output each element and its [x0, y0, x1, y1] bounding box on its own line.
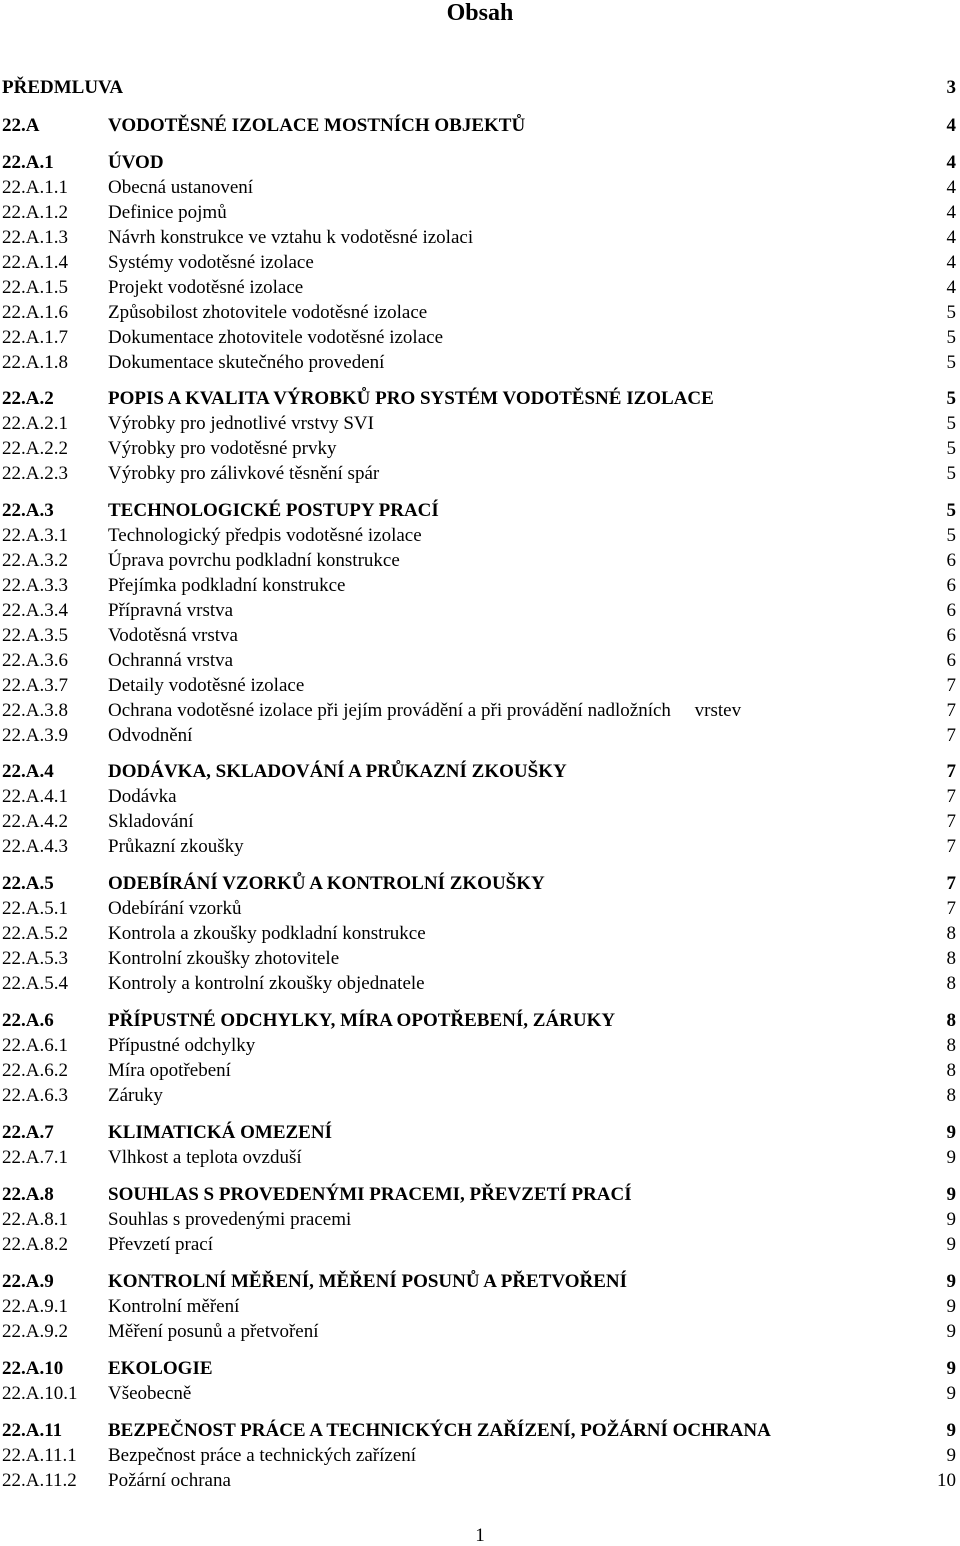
- toc-section-row[interactable]: [2, 114, 956, 138]
- toc-subsection-row[interactable]: [2, 1382, 956, 1406]
- toc-entry-number: 22.A.3.2: [2, 550, 68, 571]
- toc-subsection-row[interactable]: [2, 897, 956, 921]
- toc-entry-number: 22.A.6.1: [2, 1035, 68, 1056]
- toc-entry-number: 22.A.2.2: [2, 438, 68, 459]
- toc-subsection-row[interactable]: [2, 1146, 956, 1170]
- toc-entry-label: EKOLOGIE: [108, 1358, 213, 1379]
- toc-entry-label: SOUHLAS S PROVEDENÝMI PRACEMI, PŘEVZETÍ PRACÍ: [108, 1184, 632, 1205]
- toc-entry-number: 22.A.3.4: [2, 600, 68, 621]
- toc-subsection-row[interactable]: [2, 1034, 956, 1058]
- toc-subsection-row[interactable]: [2, 326, 956, 350]
- toc-subsection-row[interactable]: [2, 412, 956, 436]
- toc-entry-number: 22.A.6.2: [2, 1060, 68, 1081]
- toc-entry-label: Požární ochrana: [108, 1470, 231, 1491]
- toc-entry-page: 5: [946, 463, 956, 484]
- toc-entry-label: Výrobky pro zálivkové těsnění spár: [108, 463, 380, 484]
- toc-entry-number: 22.A.10: [2, 1358, 64, 1379]
- toc-subsection-row[interactable]: [2, 176, 956, 200]
- toc-entry-number: 22.A.3.3: [2, 575, 68, 596]
- toc-entry-number: 22.A.7: [2, 1122, 54, 1143]
- toc-section-row[interactable]: [2, 499, 956, 523]
- toc-entry-number: 22.A.6: [2, 1010, 54, 1031]
- toc-entry-label: Převzetí prací: [108, 1234, 213, 1255]
- toc-entry-number: 22.A.3.7: [2, 675, 68, 696]
- toc-entry-label: Míra opotřebení: [108, 1060, 231, 1081]
- toc-section-row[interactable]: [2, 1009, 956, 1033]
- toc-section-row[interactable]: [2, 151, 956, 175]
- toc-subsection-row[interactable]: [2, 351, 956, 375]
- toc-subsection-row[interactable]: [2, 649, 956, 673]
- toc-entry-number: PŘEDMLUVA: [2, 77, 124, 98]
- toc-entry-label: Systémy vodotěsné izolace: [108, 252, 314, 273]
- toc-subsection-row[interactable]: [2, 1084, 956, 1108]
- toc-entry-page: 5: [946, 327, 956, 348]
- toc-entry-label: Skladování: [108, 811, 194, 832]
- toc-entry-page: 7: [946, 761, 956, 782]
- toc-subsection-row[interactable]: [2, 599, 956, 623]
- toc-entry-page: 9: [946, 1234, 956, 1255]
- toc-entry-label: POPIS A KVALITA VÝROBKŮ PRO SYSTÉM VODOTĚSNÉ IZOLACE: [108, 388, 714, 409]
- toc-entry-number: 22.A.5.2: [2, 923, 68, 944]
- toc-entry-number: 22.A.11.2: [2, 1470, 77, 1491]
- toc-subsection-row[interactable]: [2, 947, 956, 971]
- toc-entry-label: DODÁVKA, SKLADOVÁNÍ A PRŮKAZNÍ ZKOUŠKY: [108, 761, 567, 782]
- toc-subsection-row[interactable]: [2, 549, 956, 573]
- toc-entry-label: Přejímka podkladní konstrukce: [108, 575, 346, 596]
- toc-entry-number: 22.A.1.8: [2, 352, 68, 373]
- toc-section-row[interactable]: [2, 1121, 956, 1145]
- toc-entry-page: 4: [946, 227, 956, 248]
- toc-subsection-row[interactable]: [2, 724, 956, 748]
- toc-entry-page: 5: [946, 525, 956, 546]
- toc-entry-label: Definice pojmů: [108, 202, 227, 223]
- toc-entry-number: 22.A.4.1: [2, 786, 68, 807]
- toc-subsection-row[interactable]: [2, 624, 956, 648]
- toc-entry-number: 22.A.3: [2, 500, 54, 521]
- toc-entry-number: 22.A.1.5: [2, 277, 68, 298]
- toc-subsection-row[interactable]: [2, 972, 956, 996]
- toc-entry-label: Ochrana vodotěsné izolace při jejím provádění a při provádění nadložních vrstev: [108, 700, 742, 721]
- toc-entry-number: 22.A.4.3: [2, 836, 68, 857]
- toc-subsection-row[interactable]: [2, 1233, 956, 1257]
- toc-entry-page: 4: [946, 202, 956, 223]
- toc-entry-label: TECHNOLOGICKÉ POSTUPY PRACÍ: [108, 500, 439, 521]
- toc-entry-page: 4: [946, 115, 956, 136]
- toc-entry-label: Odvodnění: [108, 725, 193, 746]
- toc-entry-page: 4: [946, 152, 956, 173]
- toc-entry-label: Návrh konstrukce ve vztahu k vodotěsné izolaci: [108, 227, 474, 248]
- toc-entry-label: Průkazní zkoušky: [108, 836, 244, 857]
- toc-subsection-row[interactable]: [2, 301, 956, 325]
- toc-entry-page: 6: [946, 625, 956, 646]
- toc-entry-label: Kontrolní měření: [108, 1296, 240, 1317]
- toc-section-row[interactable]: [2, 1270, 956, 1294]
- toc-entry-label: Přípustné odchylky: [108, 1035, 256, 1056]
- toc-entry-page: 7: [946, 725, 956, 746]
- toc-entry-label: ÚVOD: [108, 152, 164, 173]
- toc-entry-page: 9: [946, 1271, 956, 1292]
- toc-entry-number: 22.A.3.6: [2, 650, 68, 671]
- toc-subsection-row[interactable]: [2, 1320, 956, 1344]
- toc-entry-number: 22.A.1.2: [2, 202, 68, 223]
- toc-entry-page: 5: [946, 438, 956, 459]
- toc-entry-label: Vlhkost a teplota ovzduší: [108, 1147, 302, 1168]
- toc-entry-page: 7: [946, 811, 956, 832]
- toc-entry-page: 5: [946, 388, 956, 409]
- toc-entry-label: Výrobky pro jednotlivé vrstvy SVI: [108, 413, 374, 434]
- toc-subsection-row[interactable]: [2, 835, 956, 859]
- toc-entry-number: 22.A.7.1: [2, 1147, 68, 1168]
- toc-entry-number: 22.A.8.1: [2, 1209, 68, 1230]
- toc-entry-page: 8: [946, 923, 956, 944]
- toc-entry-page: 7: [946, 898, 956, 919]
- toc-entry-label: Technologický předpis vodotěsné izolace: [108, 525, 422, 546]
- toc-entry-label: Bezpečnost práce a technických zařízení: [108, 1445, 417, 1466]
- toc-entry-label: KONTROLNÍ MĚŘENÍ, MĚŘENÍ POSUNŮ A PŘETVOŘENÍ: [108, 1271, 628, 1292]
- toc-entry-page: 8: [946, 1085, 956, 1106]
- toc-entry-label: Projekt vodotěsné izolace: [108, 277, 304, 298]
- toc-entry-label: Kontrolní zkoušky zhotovitele: [108, 948, 340, 969]
- toc-entry-number: 22.A.4.2: [2, 811, 68, 832]
- toc-entry-number: 22.A.9.2: [2, 1321, 68, 1342]
- toc-subsection-row[interactable]: [2, 922, 956, 946]
- toc-entry-page: 9: [946, 1383, 956, 1404]
- toc-subsection-row[interactable]: [2, 574, 956, 598]
- toc-subsection-row[interactable]: [2, 1059, 956, 1083]
- toc-entry-number: 22.A.9: [2, 1271, 54, 1292]
- toc-entry-number: 22.A.5.3: [2, 948, 68, 969]
- toc-entry-number: 22.A.3.1: [2, 525, 68, 546]
- toc-entry-label: Všeobecně: [108, 1383, 192, 1404]
- toc-entry-page: 9: [946, 1122, 956, 1143]
- page-title: Obsah: [446, 0, 514, 26]
- toc-entry-page: 8: [946, 973, 956, 994]
- toc-entry-page: 6: [946, 600, 956, 621]
- toc-entry-page: 7: [946, 836, 956, 857]
- toc-entry-page: 9: [946, 1358, 956, 1379]
- toc-subsection-row[interactable]: [2, 674, 956, 698]
- toc-subsection-row[interactable]: [2, 524, 956, 548]
- toc-entry-number: 22.A.1: [2, 152, 54, 173]
- toc-subsection-row[interactable]: [2, 785, 956, 809]
- toc-entry-page: 9: [946, 1420, 956, 1441]
- toc-entry-label: Obecná ustanovení: [108, 177, 254, 198]
- toc-entry-page: 10: [937, 1470, 956, 1491]
- toc-subsection-row[interactable]: [2, 1469, 956, 1493]
- toc-entry-number: 22.A.8: [2, 1184, 54, 1205]
- toc-entry-number: 22.A.2: [2, 388, 54, 409]
- toc-entry-number: 22.A.2.3: [2, 463, 68, 484]
- toc-subsection-row[interactable]: [2, 437, 956, 461]
- toc-entry-number: 22.A.4: [2, 761, 54, 782]
- toc-entry-label: Odebírání vzorků: [108, 898, 242, 919]
- toc-entry-page: 6: [946, 550, 956, 571]
- toc-subsection-row[interactable]: [2, 1208, 956, 1232]
- toc-entry-label: Záruky: [108, 1085, 163, 1106]
- toc-entry-number: 22.A.9.1: [2, 1296, 68, 1317]
- toc-entry-page: 9: [946, 1296, 956, 1317]
- toc-entry-number: 22.A.1.4: [2, 252, 68, 273]
- toc-entry-number: 22.A.3.9: [2, 725, 68, 746]
- toc-entry-label: Způsobilost zhotovitele vodotěsné izolace: [108, 302, 428, 323]
- toc-section-row[interactable]: [2, 1419, 956, 1443]
- toc-entry-number: 22.A.6.3: [2, 1085, 68, 1106]
- toc-entry-number: 22.A.1.1: [2, 177, 68, 198]
- toc-subsection-row[interactable]: [2, 276, 956, 300]
- toc-entry-page: 4: [946, 252, 956, 273]
- toc-entry-label: Ochranná vrstva: [108, 650, 234, 671]
- toc-entry-page: 9: [946, 1209, 956, 1230]
- toc-entry-page: 4: [946, 177, 956, 198]
- toc-subsection-row[interactable]: [2, 251, 956, 275]
- toc-entry-number: 22.A.5.1: [2, 898, 68, 919]
- toc-entry-label: VODOTĚSNÉ IZOLACE MOSTNÍCH OBJEKTŮ: [108, 115, 526, 136]
- toc-entry-label: Výrobky pro vodotěsné prvky: [108, 438, 337, 459]
- toc-entry-label: Přípravná vrstva: [108, 600, 234, 621]
- toc-entry-page: 9: [946, 1321, 956, 1342]
- toc-entry-page: 9: [946, 1184, 956, 1205]
- toc-entry-page: 3: [946, 77, 956, 98]
- toc-entry-label: Dokumentace zhotovitele vodotěsné izolace: [108, 327, 444, 348]
- toc-subsection-row[interactable]: [2, 699, 956, 723]
- toc-subsection-row[interactable]: [2, 1295, 956, 1319]
- toc-entry-number: 22.A.8.2: [2, 1234, 68, 1255]
- toc-subsection-row[interactable]: [2, 462, 956, 486]
- toc-entry-label: Vodotěsná vrstva: [108, 625, 238, 646]
- toc-entry-page: 7: [946, 675, 956, 696]
- toc-entry-page: 4: [946, 277, 956, 298]
- toc-entry-page: 5: [946, 500, 956, 521]
- toc-entry-page: 8: [946, 1060, 956, 1081]
- toc-entry-label: Detaily vodotěsné izolace: [108, 675, 305, 696]
- toc-entry-page: 8: [946, 948, 956, 969]
- toc-subsection-row[interactable]: [2, 810, 956, 834]
- toc-entry-number: 22.A.1.6: [2, 302, 68, 323]
- toc-entry-number: 22.A.11: [2, 1420, 63, 1441]
- toc-entry-number: 22.A.3.5: [2, 625, 68, 646]
- toc-entry-number: 22.A.2.1: [2, 413, 68, 434]
- toc-entry-number: 22.A.5: [2, 873, 54, 894]
- toc-entry-label: Dodávka: [108, 786, 177, 807]
- toc-entry-number: 22.A.5.4: [2, 973, 68, 994]
- toc-entry-page: 7: [946, 700, 956, 721]
- toc-entry-page: 8: [946, 1035, 956, 1056]
- toc-entry-label: ODEBÍRÁNÍ VZORKŮ A KONTROLNÍ ZKOUŠKY: [108, 873, 545, 894]
- toc-section-row[interactable]: [2, 387, 956, 411]
- toc-entry-number: 22.A.1.3: [2, 227, 68, 248]
- toc-entry-label: Kontroly a kontrolní zkoušky objednatele: [108, 973, 425, 994]
- toc-entry-number: 22.A.10.1: [2, 1383, 78, 1404]
- toc-entry-page: 7: [946, 786, 956, 807]
- toc-subsection-row[interactable]: [2, 1444, 956, 1468]
- toc-entry-page: 9: [946, 1147, 956, 1168]
- toc-entry-page: 9: [946, 1445, 956, 1466]
- toc-subsection-row[interactable]: [2, 201, 956, 225]
- toc-entry-number: 22.A.1.7: [2, 327, 68, 348]
- toc-entry-label: BEZPEČNOST PRÁCE A TECHNICKÝCH ZAŘÍZENÍ, POŽÁRNÍ OCHRANA: [108, 1420, 771, 1441]
- toc-entry-page: 5: [946, 413, 956, 434]
- toc-entry-label: KLIMATICKÁ OMEZENÍ: [108, 1122, 332, 1143]
- toc-section-row[interactable]: [2, 1183, 956, 1207]
- toc-entry-label: Souhlas s provedenými pracemi: [108, 1209, 352, 1230]
- toc-entry-label: Kontrola a zkoušky podkladní konstrukce: [108, 923, 426, 944]
- toc-section-row[interactable]: [2, 76, 956, 100]
- toc-entry-number: 22.A.11.1: [2, 1445, 77, 1466]
- toc-entry-label: PŘÍPUSTNÉ ODCHYLKY, MÍRA OPOTŘEBENÍ, ZÁRUKY: [108, 1010, 616, 1031]
- toc-entry-page: 5: [946, 352, 956, 373]
- toc-section-row[interactable]: [2, 1357, 956, 1381]
- toc-entry-page: 6: [946, 575, 956, 596]
- toc-entry-label: Dokumentace skutečného provedení: [108, 352, 385, 373]
- toc-entry-label: Úprava povrchu podkladní konstrukce: [108, 550, 400, 571]
- toc-entry-number: 22.A.3.8: [2, 700, 68, 721]
- toc-entry-page: 6: [946, 650, 956, 671]
- page-number: 1: [475, 1525, 485, 1546]
- toc-entry-page: 5: [946, 302, 956, 323]
- toc-entry-number: 22.A: [2, 115, 40, 136]
- toc-entry-page: 8: [946, 1010, 956, 1031]
- toc-section-row[interactable]: [2, 760, 956, 784]
- toc-entry-label: Měření posunů a přetvoření: [108, 1321, 319, 1342]
- toc-entry-page: 7: [946, 873, 956, 894]
- toc-section-row[interactable]: [2, 872, 956, 896]
- toc-subsection-row[interactable]: [2, 226, 956, 250]
